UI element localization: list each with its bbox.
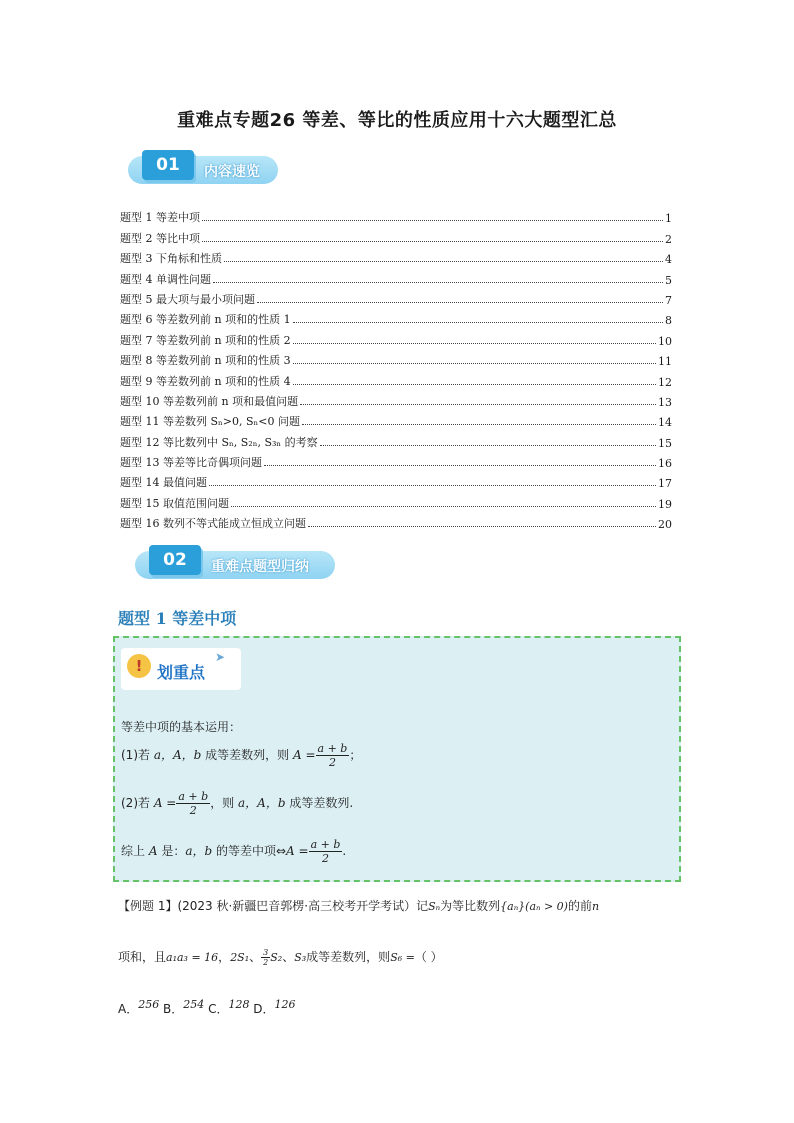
toc-entry-page: 12 xyxy=(658,375,672,389)
toc-entry[interactable] xyxy=(120,470,672,490)
toc-entry[interactable] xyxy=(120,307,672,327)
option-d-value: 126 xyxy=(274,998,296,1011)
option-a-label: A． xyxy=(118,1002,139,1016)
toc-entry-page: 15 xyxy=(658,436,672,450)
rule-line-1: (1)若 a，A，b 成等差数列，则 A = $\frac{a + b}{2}$ ； xyxy=(121,742,362,769)
banner-stripes xyxy=(335,551,375,579)
toc-entry-title: 题型 13 等差等比奇偶项问题 xyxy=(120,456,262,470)
lightbulb-icon: ! xyxy=(127,654,151,678)
toc-leader xyxy=(231,506,656,507)
toc-entry-page: 19 xyxy=(658,497,672,511)
rule-line-3: 综上 A 是：a，b 的等差中项⇔A = $\frac{a + b}{2}$ . xyxy=(121,838,347,865)
table-of-contents xyxy=(120,205,672,531)
toc-entry[interactable] xyxy=(120,490,672,510)
toc-entry[interactable] xyxy=(120,327,672,347)
toc-entry[interactable] xyxy=(120,409,672,429)
section-title: 题型 1 等差中项 xyxy=(118,609,237,628)
toc-entry[interactable] xyxy=(120,266,672,286)
toc-leader xyxy=(202,220,663,221)
toc-entry-title: 题型 7 等差数列前 n 项和的性质 2 xyxy=(120,333,291,347)
toc-entry-page: 11 xyxy=(658,355,672,369)
toc-entry-title: 题型 4 单调性问题 xyxy=(120,272,211,286)
example-line-2: 项和，且a₁a₃ = 16，2S₁、 $\frac{3}{2}$ S₂、S₃成等差数列，则S₆ =（ ） xyxy=(118,948,443,967)
page-title: 重难点专题26 等差、等比的性质应用十六大题型汇总 xyxy=(177,110,617,131)
toc-leader xyxy=(264,465,656,466)
toc-entry-title: 题型 8 等差数列前 n 项和的性质 3 xyxy=(120,354,291,368)
toc-entry-page: 8 xyxy=(665,314,672,328)
toc-entry-page: 5 xyxy=(665,273,672,287)
toc-entry-title: 题型 9 等差数列前 n 项和的性质 4 xyxy=(120,374,291,388)
toc-leader xyxy=(293,384,656,385)
highlight-box xyxy=(113,636,681,882)
toc-entry[interactable] xyxy=(120,511,672,531)
example-line-1: 【例题 1】(2023 秋·新疆巴音郭楞·高三校考开学考试）记Sₙ为等比数列{aₙ}(aₙ > 0)的前n xyxy=(118,899,600,913)
highlight-badge xyxy=(121,648,241,690)
toc-entry-title: 题型 3 下角标和性质 xyxy=(120,252,222,266)
banner-types xyxy=(135,545,375,585)
toc-leader xyxy=(293,363,656,364)
toc-entry[interactable] xyxy=(120,246,672,266)
toc-entry[interactable] xyxy=(120,225,672,245)
toc-leader xyxy=(308,526,656,527)
toc-entry-page: 13 xyxy=(658,395,672,409)
toc-entry-page: 4 xyxy=(665,253,672,267)
toc-leader xyxy=(209,485,656,486)
toc-entry-page: 2 xyxy=(665,232,672,246)
banner-label: 内容速览 xyxy=(204,164,260,180)
toc-entry-title: 题型 1 等差中项 xyxy=(120,211,200,225)
toc-entry-page: 1 xyxy=(665,212,672,226)
toc-leader xyxy=(224,261,663,262)
toc-leader xyxy=(320,445,656,446)
toc-leader xyxy=(293,343,656,344)
option-c-label: C． xyxy=(204,1002,229,1016)
toc-entry[interactable] xyxy=(120,368,672,388)
toc-leader xyxy=(213,282,663,283)
toc-entry[interactable] xyxy=(120,205,672,225)
toc-entry[interactable] xyxy=(120,450,672,470)
intro-text: 等差中项的基本运用： xyxy=(121,720,242,734)
banner-label: 重难点题型归纳 xyxy=(211,559,309,575)
option-d-label: D． xyxy=(249,1002,275,1016)
toc-entry-title: 题型 6 等差数列前 n 项和的性质 1 xyxy=(120,313,291,327)
toc-entry-page: 14 xyxy=(658,416,672,430)
toc-entry-page: 16 xyxy=(658,457,672,471)
toc-entry[interactable] xyxy=(120,429,672,449)
toc-leader xyxy=(302,424,656,425)
option-b-label: B． xyxy=(159,1002,184,1016)
rule-line-2: (2)若 A = $\frac{a + b}{2}$ ，则 a，A，b 成等差数列. xyxy=(121,790,354,817)
toc-entry-title: 题型 16 数列不等式能成立恒成立问题 xyxy=(120,517,306,531)
answer-options xyxy=(118,998,296,1017)
option-a-value: 256 xyxy=(138,998,160,1011)
option-c-value: 128 xyxy=(228,998,250,1011)
toc-entry-page: 20 xyxy=(658,518,672,532)
toc-entry-title: 题型 11 等差数列 Sₙ>0, Sₙ<0 问题 xyxy=(120,415,300,429)
banner-number: 01 xyxy=(142,150,194,180)
paper-plane-icon: ➤ xyxy=(215,650,226,664)
toc-entry-page: 17 xyxy=(658,477,672,491)
banner-contents xyxy=(128,150,328,190)
toc-entry-page: 10 xyxy=(658,334,672,348)
toc-entry-title: 题型 2 等比中项 xyxy=(120,231,200,245)
toc-entry[interactable] xyxy=(120,389,672,409)
toc-entry-title: 题型 10 等差数列前 n 项和最值问题 xyxy=(120,394,299,408)
banner-number: 02 xyxy=(149,545,201,575)
toc-entry[interactable] xyxy=(120,287,672,307)
toc-entry[interactable] xyxy=(120,348,672,368)
toc-leader xyxy=(293,322,663,323)
toc-entry-title: 题型 5 最大项与最小项问题 xyxy=(120,292,255,306)
badge-label: 划重点 xyxy=(157,663,206,682)
toc-entry-title: 题型 14 最值问题 xyxy=(120,476,207,490)
banner-stripes xyxy=(290,156,328,184)
toc-entry-page: 7 xyxy=(665,293,672,307)
toc-entry-title: 题型 15 取值范围问题 xyxy=(120,496,229,510)
option-b-value: 254 xyxy=(183,998,205,1011)
toc-leader xyxy=(257,302,663,303)
toc-leader xyxy=(300,404,656,405)
toc-entry-title: 题型 12 等比数列中 Sₙ, S₂ₙ, S₃ₙ 的考察 xyxy=(120,435,318,449)
toc-leader xyxy=(202,241,663,242)
